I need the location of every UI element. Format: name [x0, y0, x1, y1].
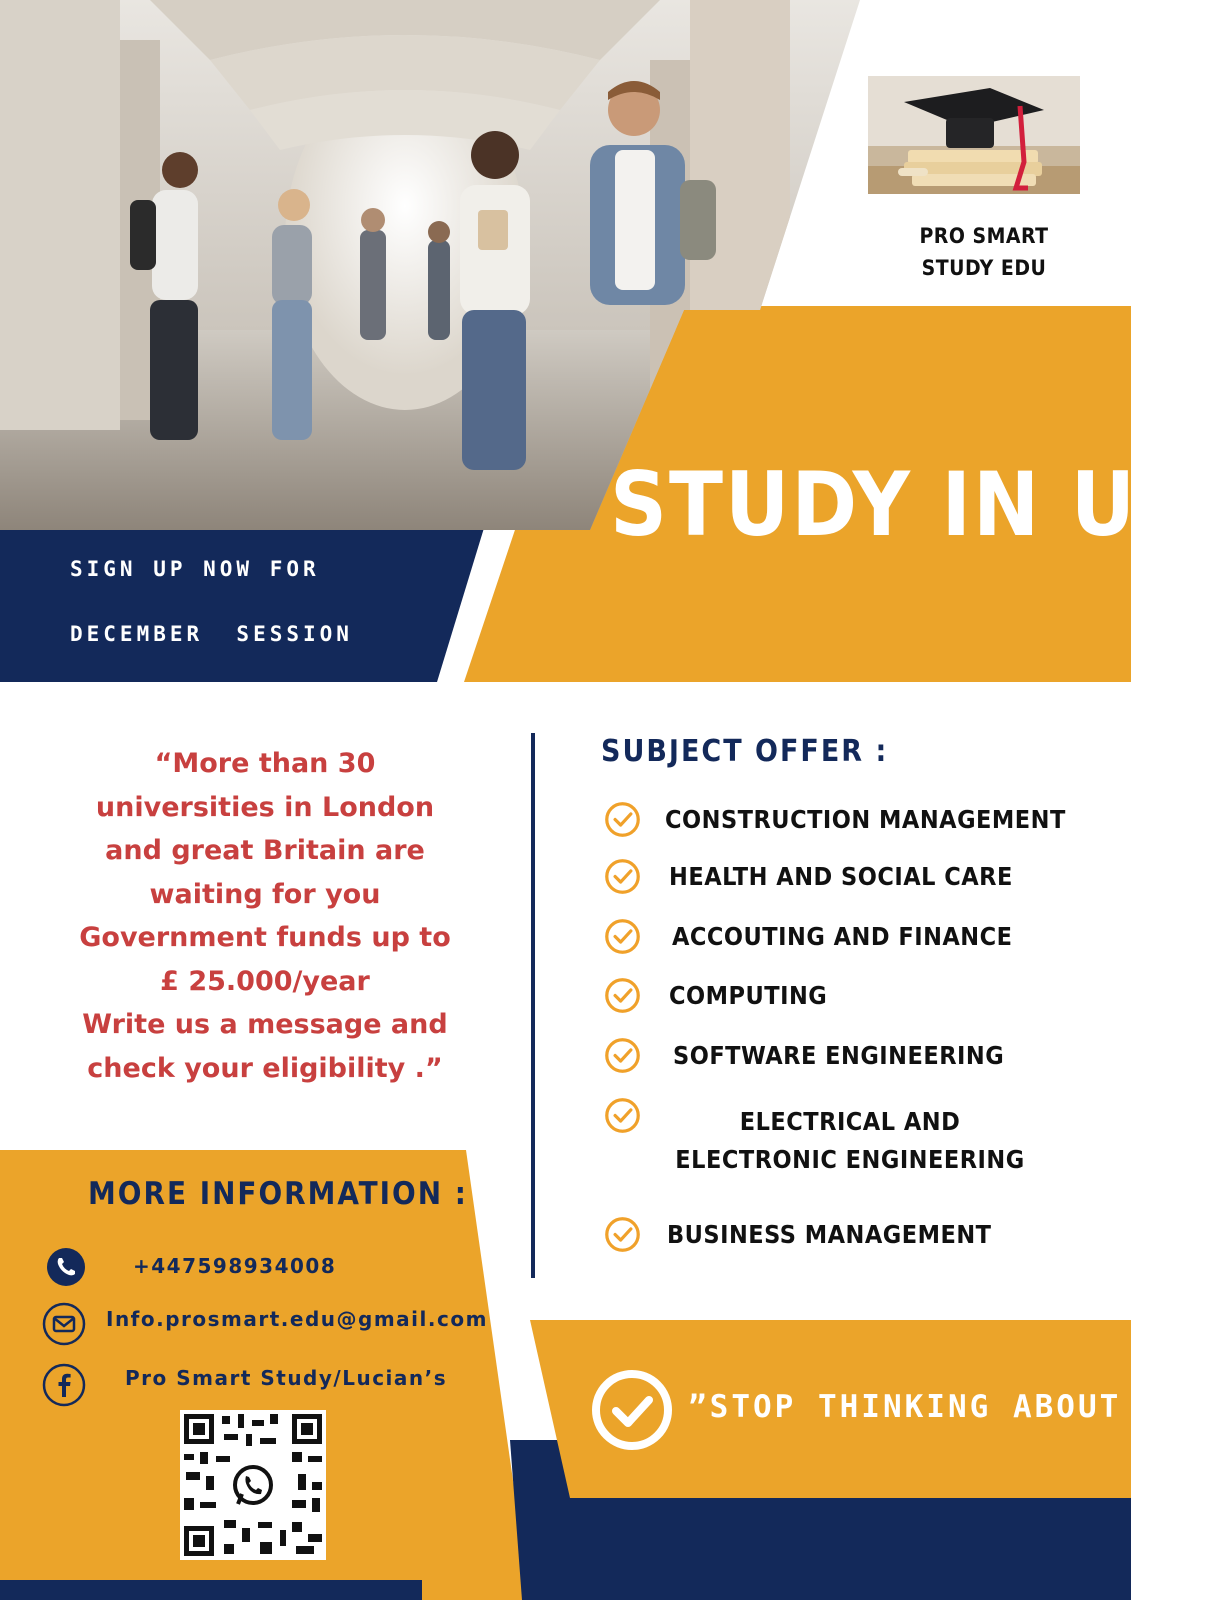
page-title: STUDY IN UK: [610, 453, 1201, 556]
subject-label: SOFTWARE ENGINEERING: [673, 1041, 1005, 1070]
quote-line: and great Britain are: [105, 835, 425, 866]
quote-line: check your eligibility .”: [87, 1052, 443, 1084]
subject-label: CONSTRUCTION MANAGEMENT: [665, 805, 1066, 834]
cta-slogan: ”STOP THINKING ABOUT IT!”: [688, 1389, 1230, 1425]
subject-label: ELECTRICAL AND ELECTRONIC ENGINEERING: [675, 1107, 1025, 1174]
subject-label: COMPUTING: [669, 981, 828, 1010]
facebook-icon[interactable]: [42, 1363, 86, 1407]
phone-icon[interactable]: [46, 1247, 86, 1287]
check-circle-icon: [604, 1216, 641, 1253]
column-divider: [531, 733, 535, 1278]
subject-label: HEALTH AND SOCIAL CARE: [669, 862, 1013, 891]
check-circle-icon: [590, 1368, 674, 1452]
quote-line: universities in London: [95, 791, 435, 823]
bottom-navy-panel: [0, 1580, 422, 1600]
email-address[interactable]: Info.prosmart.edu@gmail.com: [106, 1307, 488, 1331]
quote-line: waiting for you: [149, 878, 381, 910]
quote-line: Write us a message and: [82, 1009, 448, 1040]
signup-navy-panel: [0, 528, 484, 682]
subject-item: [604, 977, 827, 1015]
subject-item: [604, 1216, 992, 1254]
brand-name: [900, 220, 1068, 284]
check-circle-icon: [604, 858, 641, 895]
subject-item: [604, 1037, 1004, 1075]
subject-item: [604, 801, 1066, 839]
check-circle-icon: [604, 918, 641, 955]
check-circle-icon: [604, 1097, 641, 1134]
facebook-page[interactable]: Pro Smart Study/Lucian’s: [125, 1366, 448, 1390]
phone-number[interactable]: +447598934008: [133, 1254, 337, 1278]
graduation-cap-books-icon: [868, 76, 1080, 194]
check-circle-icon: [604, 977, 641, 1014]
subject-item: [604, 1097, 1025, 1179]
subject-item: [604, 858, 1013, 896]
check-circle-icon: [604, 1037, 641, 1074]
check-circle-icon: [604, 801, 641, 838]
signup-line1: SIGN UP NOW FOR: [70, 557, 320, 581]
brand-name-line2: STUDY EDU: [921, 256, 1047, 280]
subject-item: [604, 918, 1013, 956]
subject-label: ACCOUTING AND FINANCE: [672, 922, 1013, 951]
whatsapp-qr-code[interactable]: [180, 1410, 326, 1560]
brand-name-line1: PRO SMART: [919, 224, 1049, 248]
promo-quote: [55, 742, 475, 1090]
signup-line2: DECEMBER SESSION: [70, 622, 353, 646]
quote-line: Government funds up to: [79, 922, 451, 953]
subject-label: BUSINESS MANAGEMENT: [667, 1220, 992, 1249]
quote-line: “More than 30: [154, 748, 376, 779]
quote-line: £ 25.000/year: [160, 965, 370, 997]
more-information-title: MORE INFORMATION :: [88, 1176, 468, 1212]
mail-icon[interactable]: [42, 1302, 86, 1346]
subject-offer-title: SUBJECT OFFER :: [601, 734, 889, 769]
